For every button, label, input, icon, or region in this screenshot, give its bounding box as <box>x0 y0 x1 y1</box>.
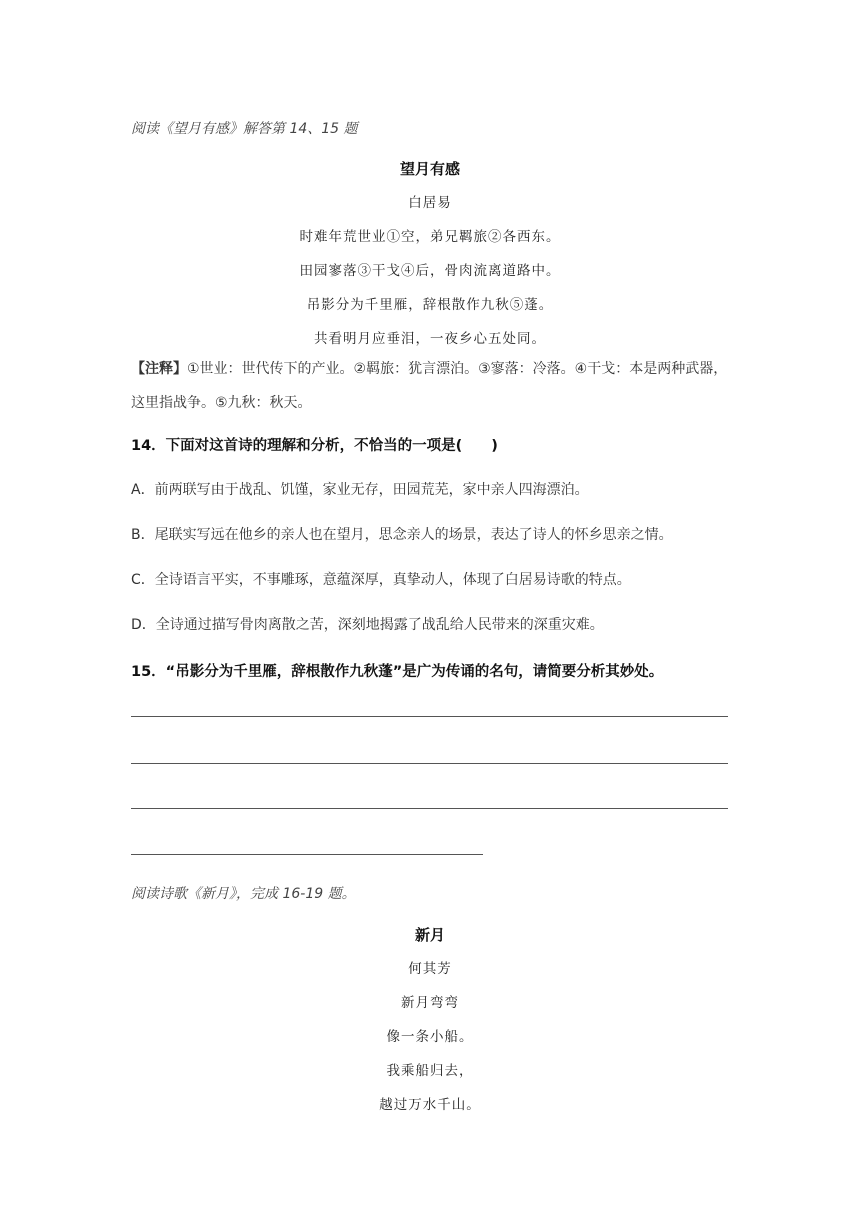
annotation-label: 【注释】 <box>131 361 187 377</box>
poem-author: 何其芳 <box>408 961 452 977</box>
option-b: B．尾联实写远在他乡的亲人也在望月，思念亲人的场景，表达了诗人的怀乡思亲之情。 <box>131 527 673 543</box>
poem-author: 白居易 <box>408 195 452 211</box>
poem-line: 像一条小船。 <box>386 1029 474 1045</box>
annotation <box>131 352 731 420</box>
poem-line: 我乘船归去， <box>386 1063 474 1079</box>
poem-line: 吊影分为千里雁，辞根散作九秋⑤蓬。 <box>306 297 554 313</box>
answer-line <box>131 716 728 717</box>
reading-instruction-1: 阅读《望月有感》解答第 14、15 题 <box>131 121 358 137</box>
annotation-text: ①世业：世代传下的产业。②羁旅：犹言漂泊。③寥落：冷落。④干戈：本是两种武器，这里指战争。⑤九秋：秋天。 <box>131 361 728 411</box>
poem-line: 共看明月应垂泪，一夜乡心五处同。 <box>314 331 546 347</box>
poem-line: 田园寥落③干戈④后，骨肉流离道路中。 <box>299 263 561 279</box>
reading-instruction-2: 阅读诗歌《新月》，完成 16-19 题。 <box>131 886 356 902</box>
answer-line <box>131 854 483 855</box>
poem-title: 望月有感 <box>399 160 460 178</box>
option-a: A．前两联写由于战乱、饥馑，家业无存，田园荒芜，家中亲人四海漂泊。 <box>131 482 589 498</box>
question-14: 14．下面对这首诗的理解和分析，不恰当的一项是( ) <box>131 438 498 454</box>
option-d: D．全诗通过描写骨肉离散之苦，深刻地揭露了战乱给人民带来的深重灾难。 <box>131 617 604 633</box>
question-15: 15．“吊影分为千里雁，辞根散作九秋蓬”是广为传诵的名句，请简要分析其妙处。 <box>131 664 664 680</box>
poem-title: 新月 <box>414 926 445 944</box>
option-c: C．全诗语言平实，不事雕琢，意蕴深厚，真挚动人，体现了白居易诗歌的特点。 <box>131 572 631 588</box>
poem-line: 新月弯弯 <box>401 995 459 1011</box>
poem-line: 时难年荒世业①空，弟兄羁旅②各西东。 <box>299 229 561 245</box>
answer-line <box>131 808 728 809</box>
poem-line: 越过万水千山。 <box>379 1097 481 1113</box>
answer-line <box>131 763 728 764</box>
